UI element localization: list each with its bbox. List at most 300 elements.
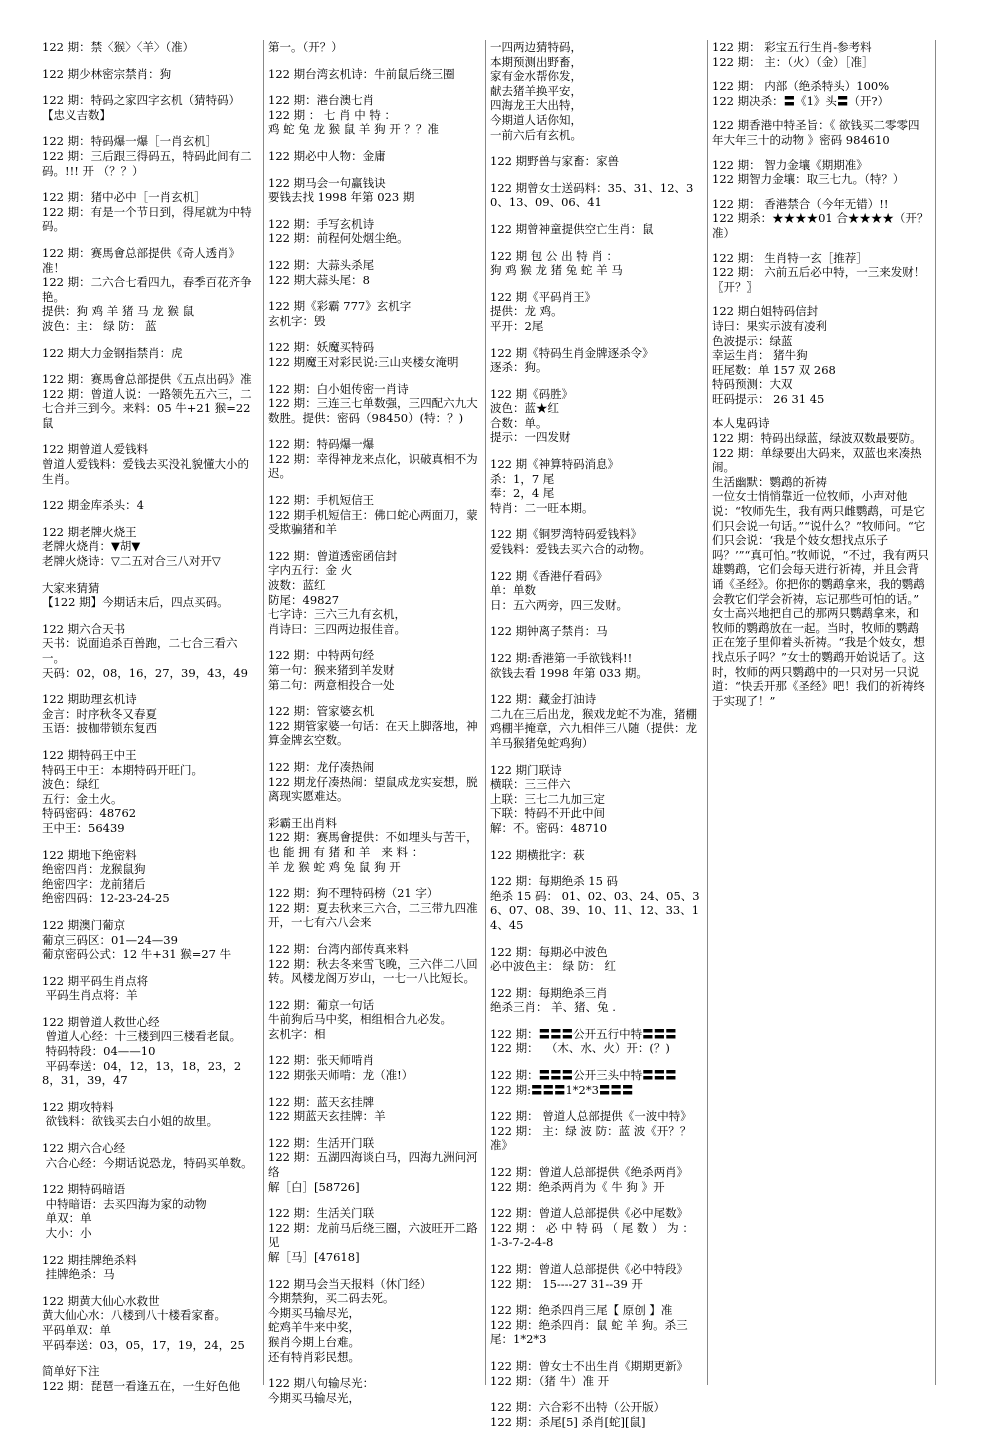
entry-block xyxy=(490,346,702,375)
entry-block xyxy=(268,648,480,692)
entry-block xyxy=(712,251,930,295)
entry-line: 老牌火烧诗：▽二五对合三八对开▽ xyxy=(42,554,221,569)
entry-line: 122 期：〓〓〓公开五行中特〓〓〓 xyxy=(490,1026,677,1041)
entry-line: 蛇鸡羊牛来中奖， xyxy=(268,1320,360,1335)
entry-block xyxy=(268,704,480,748)
entry-block xyxy=(268,1095,480,1124)
entry-line: 122 期：杀尾[5] 杀肖[蛇][鼠] xyxy=(490,1414,646,1429)
entry-line: 日：五六两旁，四三发财。 xyxy=(490,597,628,612)
column-1 xyxy=(42,40,258,1393)
entry-block xyxy=(268,1206,480,1264)
entry-line: 中特暗语：去买四海为家的动物 xyxy=(42,1196,207,1211)
entry-block xyxy=(268,1376,480,1405)
entry-block xyxy=(268,942,480,986)
column-divider-2 xyxy=(485,40,486,1385)
entry-block xyxy=(42,622,258,680)
entry-line: 122 期《香港仔看码》 xyxy=(490,568,608,583)
entry-line: 绝密四码：12-23-24-25 xyxy=(42,891,170,906)
entry-block xyxy=(42,974,258,1003)
entry-line: 122 期：特码爆一爆［一肖玄机］ xyxy=(42,134,218,149)
entry-line: 122 期少林密宗禁肖：狗 xyxy=(42,66,172,81)
entry-line: 金言：时序秋冬又春夏 xyxy=(42,706,157,721)
entry-line: 逐杀：狗。 xyxy=(490,360,548,375)
entry-line: 122 期：中特两句经 xyxy=(268,648,375,663)
entry-line: 黄大仙心水：八楼到八十楼看家畜。 xyxy=(42,1308,226,1323)
entry-line: 122 期 ： 七 肖 中 特 ： xyxy=(268,107,397,122)
entry-line: 122 期：曾道人总部提供《必中尾数》 xyxy=(490,1206,689,1221)
entry-line: 横联：三三伴六 xyxy=(490,777,571,792)
entry-block xyxy=(268,998,480,1042)
entry-block xyxy=(42,525,258,569)
entry-line: 122 期：每期绝杀 15 码 xyxy=(490,874,619,889)
entry-line: 122 期： 曾道人总部提供《一波中特》 xyxy=(490,1109,692,1124)
entry-line: 122 期特码暗语 xyxy=(42,1182,126,1197)
entry-line: 122 期曾道人爱钱料 xyxy=(42,442,149,457)
entry-block xyxy=(42,1100,258,1129)
entry-line: 四海龙王大出特， xyxy=(490,98,582,113)
entry-line: 122 期： （木、水、火）开：(？) xyxy=(490,1041,670,1056)
entry-line: 122 期： 智力金壤《期期准》 xyxy=(712,157,868,172)
entry-line: 122 期：绝杀两肖为《 牛 狗 》开 xyxy=(490,1179,665,1194)
entry-block xyxy=(42,1364,258,1393)
entry-line: 【忠义吉数】 xyxy=(42,107,111,122)
entry-line: 122 期:〓〓〓1*2*3〓〓〓 xyxy=(490,1082,634,1097)
entry-line: 鸡 蛇 兔 龙 猴 鼠 羊 狗 开 ？？准 xyxy=(268,122,439,137)
entry-block xyxy=(712,197,930,241)
entry-line: 122 期：猪中必中［一肖玄机］ xyxy=(42,190,206,205)
entry-line: 122 期 包 公 出 特 肖 ： xyxy=(490,248,619,263)
entry-line: 今期禁狗，买二码去死。 xyxy=(268,1291,395,1306)
entry-line: 122 期大力金钢指禁肖：虎 xyxy=(42,345,183,360)
entry-line: 牛前狗后马中奖，相组相合九必发。 xyxy=(268,1012,452,1027)
entry-line: 绝杀三肖： 羊、猪、兔 . xyxy=(490,1000,616,1015)
entry-line: 色波提示：绿蓝 xyxy=(712,333,793,348)
entry-block xyxy=(490,222,702,237)
entry-block xyxy=(712,416,930,708)
entry-line: 122 期：龙前马后绕三圈，六波旺开二路见 xyxy=(268,1220,478,1250)
entry-line: 提示：一四发财 xyxy=(490,430,571,445)
entry-line: 122 期横批字：萩 xyxy=(490,847,585,862)
entry-line: 提供：龙 鸡。 xyxy=(490,304,563,319)
entry-line: 122 期：大蒜头杀尾 xyxy=(268,257,375,272)
entry-line: 122 期：三连三七单数强，三四配六九大数胜。提供：密码（98450）(特：？) xyxy=(268,396,478,425)
entry-block xyxy=(42,918,258,962)
entry-block xyxy=(712,79,930,108)
entry-line: 122 期：单绿要出大码来，双蓝也来凑热闹。 xyxy=(712,445,922,475)
entry-line: 单：单数 xyxy=(490,583,536,598)
entry-line: 旺尾数：单 157 双 268 xyxy=(712,362,836,377)
entry-line: 122 期：妖魔买特码 xyxy=(268,340,375,355)
entry-block xyxy=(42,1015,258,1088)
entry-line: 玄机字：相 xyxy=(268,1026,326,1041)
entry-block xyxy=(268,93,480,137)
entry-line: 六合心经：今期话说恐龙，特码买单数。 xyxy=(42,1155,253,1170)
entry-block xyxy=(490,40,702,142)
entry-block xyxy=(268,176,480,205)
entry-line: 欲钱料：欲钱买去白小姐的故里。 xyxy=(42,1114,219,1129)
entry-block xyxy=(490,249,702,278)
entry-line: 奉：2，4 尾 xyxy=(490,486,555,501)
entry-line: 122 期:香港第一手欲钱料!! xyxy=(490,651,633,665)
entry-block xyxy=(42,498,258,513)
entry-line: 122 期：曾道人说：一路领先五六三，二七合并三到今。来料：05 牛+21 猴=22 鼠 xyxy=(42,386,255,430)
entry-line: 五行：金土火。 xyxy=(42,791,123,806)
entry-block xyxy=(490,1068,702,1097)
entry-line: 122 期： 香港禁合（今年无错）!! xyxy=(712,196,889,211)
entry-line: 122 期：白小姐传密一肖诗 xyxy=(268,381,409,396)
entry-line: 爱钱料：爱钱去买六合的动物。 xyxy=(490,542,651,557)
entry-line: 第一。（开？） xyxy=(268,40,343,54)
entry-line: 狗 鸡 猴 龙 猪 兔 蛇 羊 马 xyxy=(490,263,623,278)
entry-line: 122 期：绝杀四肖三尾【 原创 】准 xyxy=(490,1303,673,1318)
entry-line: 特码特段：04——10 xyxy=(42,1044,156,1059)
entry-line: 122 期门联诗 xyxy=(490,762,562,777)
entry-line: 122 期曾女士送码料：35、31、12、30、13、09、06、41 xyxy=(490,180,694,210)
entry-line: 必中波色主： 绿 防： 红 xyxy=(490,959,616,974)
entry-line: 曾道人心经：十三楼到四三楼看老鼠。 xyxy=(42,1029,242,1044)
entry-line: 122 期智力金壤：取三七九。（特？） xyxy=(712,172,905,187)
entry-block xyxy=(42,748,258,836)
entry-line: 122 期马会当天报料（休门经） xyxy=(268,1276,432,1291)
entry-line: 122 期：管家婆玄机 xyxy=(268,704,375,719)
entry-line: 绝杀 15 码： 01、02、03、24、05、36、07、08、39、10、11、12、33、14、45 xyxy=(490,888,700,932)
entry-line: 葡京三码区：01—24—39 xyxy=(42,932,178,947)
entry-block xyxy=(490,848,702,863)
entry-block xyxy=(42,1253,258,1282)
entry-line: 平开：2尾 xyxy=(490,318,544,333)
entry-line: 122 期魔王对彩民说:三山夹楼女淹明 xyxy=(268,354,459,369)
entry-line: 122 期《平码肖王》 xyxy=(490,289,597,304)
entry-block xyxy=(42,134,258,178)
entry-line: 122 期地下绝密料 xyxy=(42,847,137,862)
entry-line: 122 期：每期绝杀三肖 xyxy=(490,985,608,1000)
entry-block xyxy=(712,158,930,187)
entry-line: 家有金水帮你发， xyxy=(490,69,582,84)
entry-line: 一四两边猜特码， xyxy=(490,40,582,54)
entry-line: 122 期： 生肖特一玄［推荐］ xyxy=(712,250,868,265)
entry-line: 122 期：每期必中波色 xyxy=(490,944,608,959)
entry-line: 上联：三七二九加三定 xyxy=(490,791,605,806)
entry-block xyxy=(268,149,480,164)
entry-line: 122 期：赛馬會总部提供《五点出码》准 xyxy=(42,372,252,387)
entry-block xyxy=(490,986,702,1015)
entry-block xyxy=(42,1294,258,1352)
entry-line: 122 期香港中特圣旨：《 欲钱买二零零四年大年三十的动物 》密码 984610 xyxy=(712,118,920,147)
entry-block xyxy=(42,848,258,906)
entry-block xyxy=(268,816,480,874)
entry-line: 合数：单。 xyxy=(490,415,548,430)
entry-line: 122 期：曾女士不出生肖《期期更新》 xyxy=(490,1358,689,1373)
entry-line: 122 期杀：★★★★01 合★★★★（开？准） xyxy=(712,211,929,240)
entry-line: 122 期：生活开门联 xyxy=(268,1135,375,1150)
entry-line: 绝密四字：龙前猪后 xyxy=(42,876,146,891)
entry-line: 曾道人爱钱料：爱钱去买没礼貌懂大小的生肖。 xyxy=(42,457,249,486)
column-2 xyxy=(268,40,480,1405)
entry-line: 122 期：台湾内部传真来料 xyxy=(268,941,409,956)
entry-line: 一前六后有玄机。 xyxy=(490,127,582,142)
entry-line: 122 期： 内部（绝杀特头）100% xyxy=(712,79,890,94)
entry-block xyxy=(712,304,930,406)
entry-line: 122 期：张天师啃肖 xyxy=(268,1053,375,1068)
entry-line: 今期买马输尽光， xyxy=(268,1305,360,1320)
entry-line: 122 期：葡京一句话 xyxy=(268,997,375,1012)
entry-block xyxy=(42,372,258,430)
entry-block xyxy=(268,886,480,930)
entry-block xyxy=(42,442,258,486)
entry-block xyxy=(268,340,480,369)
entry-line: 彩霸王出肖料 xyxy=(268,815,337,830)
entry-line: 幸运生肖： 猪牛狗 xyxy=(712,348,808,363)
entry-line: 122 期：五湖四海谈白马，四海九洲问河络 xyxy=(268,1150,478,1180)
entry-block xyxy=(42,1141,258,1170)
entry-block xyxy=(490,1262,702,1291)
entry-line: 献去猪羊换平安， xyxy=(490,83,582,98)
entry-line: 122 期野兽与家畜：家兽 xyxy=(490,154,620,169)
entry-line: 简单好下注 xyxy=(42,1364,100,1379)
entry-line: 要钱去找 1998 年第 023 期 xyxy=(268,190,415,205)
entry-line: 解：不。密码：48710 xyxy=(490,820,608,835)
entry-line: 122 期金库杀头：4 xyxy=(42,498,144,513)
entry-line: 122 期：绝杀四肖：鼠 蛇 羊 狗。杀三尾：1*2*3 xyxy=(490,1317,688,1347)
entry-block xyxy=(268,493,480,537)
entry-line: 122 期：手机短信王 xyxy=(268,493,375,508)
entry-line: 大家来猜猜 xyxy=(42,580,100,595)
entry-line: 122 期《神算特码消息》 xyxy=(490,457,620,472)
entry-line: 122 期大蒜头尾：8 xyxy=(268,272,370,287)
entry-line: 122 期龙仔凑热闹：望鼠成龙实妄想，脱离现实愿难达。 xyxy=(268,774,478,804)
entry-block xyxy=(712,40,930,69)
entry-line: 122 期：六合彩不出特（公开版） xyxy=(490,1400,666,1415)
entry-block xyxy=(268,299,480,328)
entry-block xyxy=(490,945,702,974)
entry-line: 王中王：56439 xyxy=(42,820,125,835)
entry-line: 特码王中王：本期特码开旺门。 xyxy=(42,762,203,777)
entry-line: 122 期：生活关门联 xyxy=(268,1206,375,1221)
entry-line: 单双：单 xyxy=(42,1211,92,1226)
entry-line: 122 期白姐特码信封 xyxy=(712,304,819,319)
entry-line: 平码奉送：04，12，13，18，23，28，31，39，47 xyxy=(42,1058,242,1088)
entry-line: 122 期《铜罗湾特码爱钱料》 xyxy=(490,527,643,542)
entry-block xyxy=(268,437,480,481)
entry-line: 122 期：前程何处烟尘绝。 xyxy=(268,231,409,246)
entry-line: 今期道人话你知， xyxy=(490,112,582,127)
entry-line: 122 期：狗不理特码榜（21 字） xyxy=(268,886,439,901)
entry-line: 波色：绿红 xyxy=(42,777,100,792)
entry-line: 122 期：赛馬會总部提供《奇人透肖》准！ xyxy=(42,245,241,275)
entry-block xyxy=(268,40,480,55)
entry-line: 122 期：有是一个节日到，得尾就为中特码。 xyxy=(42,204,252,234)
entry-block xyxy=(490,527,702,556)
entry-line: 122 期台湾玄机诗：牛前鼠后绕三圈 xyxy=(268,66,455,81)
entry-line: 122 期管家婆一句话：在天上脚落地，神算金牌玄空数。 xyxy=(268,718,478,748)
entry-line: 122 期：〓〓〓公开三头中特〓〓〓 xyxy=(490,1068,677,1083)
entry-block xyxy=(268,1136,480,1194)
entry-line: 生活幽默：鹦鹉的祈祷 xyxy=(712,474,827,489)
entry-block xyxy=(268,760,480,804)
entry-line: 旺码提示： 26 31 45 xyxy=(712,391,825,406)
entry-block xyxy=(42,346,258,361)
entry-line: 122 期： 六前五后必中特，一三来发财！〖开？〗 xyxy=(712,265,926,294)
entry-line: 122 期六合天书 xyxy=(42,621,126,636)
entry-line: 122 期：手写玄机诗 xyxy=(268,216,375,231)
entry-block xyxy=(490,387,702,445)
entry-line: 122 期：二六合七看四九，春季百花齐争艳。 xyxy=(42,275,252,304)
entry-line: 122 期平码生肖点将 xyxy=(42,973,149,988)
entry-block xyxy=(490,457,702,515)
entry-line: 特码密码：48762 xyxy=(42,806,137,821)
entry-line: 第一句：猴来猪到羊发财 xyxy=(268,663,395,677)
entry-block xyxy=(490,290,702,334)
entry-line: 122 期特码王中王 xyxy=(42,747,137,762)
entry-line: 玄机字：毁 xyxy=(268,313,326,328)
entry-line: 122 期钟离子禁肖：马 xyxy=(490,624,608,639)
entry-line: 122 期《彩霸 777》玄机字 xyxy=(268,299,412,314)
entry-block xyxy=(42,40,258,55)
entry-line: 平码奉送：03，05，17，19，24，25 xyxy=(42,1337,245,1352)
entry-line: 122 期：特码之家四字玄机（猜特码） xyxy=(42,93,241,108)
entry-line: 玉语：披枷带锁东复西 xyxy=(42,721,157,736)
entry-line: 122 期：港台澳七肖 xyxy=(268,93,375,108)
entry-line: 122 期挂牌绝杀料 xyxy=(42,1252,137,1267)
entry-block xyxy=(490,624,702,639)
entry-line: 122 期：赛馬會提供：不如埋头与苦干，也 能 拥 有 猪 和 羊 来 料 ： xyxy=(268,830,478,859)
entry-block xyxy=(490,1303,702,1347)
entry-line: 122 期： 主：绿 波 防：蓝 波《开？？准》 xyxy=(490,1123,692,1153)
entry-line: 122 期《码胜》 xyxy=(490,386,574,401)
entry-line: 本期预测出野畜， xyxy=(490,54,582,69)
entry-line: 平码生肖点将：羊 xyxy=(42,988,138,1003)
entry-block xyxy=(42,692,258,736)
entry-block xyxy=(268,217,480,246)
entry-line: 一位女士悄悄靠近一位牧师，小声对他说：“牧师先生，我有两只雌鹦鹉，可是它们只会说一句话。”“说什么？”牧师问。“它们只会说：‘我是个妓女想找点乐子吗？’”“真可怕。”牧师说，“不过，我有两只雄鹦鹉，它们会每天进行祈祷，并且会背诵《圣经》。你把你的鹦鹉拿来，我的鹦鹉会教它们学会祈祷，忘记那些可怕的话。” 女士高兴地把自己的那两只鹦鹉拿来，和牧师的鹦鹉放在一起。当时，牧师的鹦鹉正在笼子里仰着头祈祷。“我是个妓女，想找点乐子吗？”女士的鹦鹉开始说话了。这时，牧师的两只鹦鹉中的一只对另一只说道：“快丢开那《圣经》吧！我们的祈祷终于实现了！” xyxy=(712,489,929,708)
entry-block xyxy=(268,1277,480,1365)
entry-line: 天码：02，08，16，27，39，43，49 xyxy=(42,665,248,680)
entry-line: 第二句：两意相投合一处 xyxy=(268,677,395,692)
entry-line: 122 期马会一句赢钱诀 xyxy=(268,175,386,190)
entry-line: 特码预测：大双 xyxy=(712,377,793,392)
entry-line: 本人鬼码诗 xyxy=(712,416,770,431)
entry-line: 二九在三后出龙，猴戏龙蛇不为准，猪棚鸡棚半掩章，六九相伴三八随（提供：龙羊马猴猪兔蛇鸡狗） xyxy=(490,706,697,750)
entry-block xyxy=(268,67,480,82)
entry-line: 122 期老牌火烧王 xyxy=(42,524,137,539)
entry-line: 欲钱去看 1998 年第 033 期。 xyxy=(490,665,648,680)
entry-line: 绝密四肖：龙猴鼠狗 xyxy=(42,862,146,877)
entry-line: 122 期：夏去秋来三六合，二三带九四准开，一七有六八会来 xyxy=(268,900,478,930)
entry-line: 杀：1，7 尾 xyxy=(490,471,555,486)
entry-line: 【122 期】今期话末后，四点买码。 xyxy=(42,595,229,610)
entry-block xyxy=(490,651,702,680)
entry-line: 下联：特码不开此中间 xyxy=(490,806,605,821)
entry-line: 122 期曾道人救世心经 xyxy=(42,1014,160,1029)
entry-line: 122 期攻特料 xyxy=(42,1099,114,1114)
entry-block xyxy=(268,258,480,287)
entry-block xyxy=(490,1359,702,1388)
entry-line: 老牌火烧肖：▼胡▼ xyxy=(42,539,141,554)
entry-line: 122 期决杀：〓《1》头〓（开?） xyxy=(712,93,890,108)
entry-line: 平码单双：单 xyxy=(42,1322,111,1337)
entry-line: 122 期：藏金打油诗 xyxy=(490,692,597,707)
column-4 xyxy=(712,40,930,1383)
entry-line: 122 期六合心经 xyxy=(42,1141,126,1156)
column-divider-4 xyxy=(935,40,936,1385)
entry-block xyxy=(490,1400,702,1429)
entry-block xyxy=(42,93,258,122)
entry-block xyxy=(268,549,480,637)
entry-line: 特肖：二一旺本期。 xyxy=(490,500,594,515)
entry-line: 波色：蓝★红 xyxy=(490,401,559,416)
entry-block xyxy=(268,1053,480,1082)
entry-line: 122 期助理玄机诗 xyxy=(42,692,137,707)
entry-line: 葡京密码公式：12 牛+31 猴=27 牛 xyxy=(42,947,232,962)
column-divider-1 xyxy=(263,40,264,1385)
entry-line: 122 期蓝天玄挂牌：羊 xyxy=(268,1109,386,1124)
entry-line: 122 期手机短信王：佛口蛇心两面刀，蒙受欺骗猪和羊 xyxy=(268,507,478,537)
entry-block xyxy=(490,1206,702,1250)
entry-line: 天书：说面追杀百兽跑，二七合三看六一。 xyxy=(42,636,238,665)
entry-line: 诗曰：果实示波有凌利 xyxy=(712,318,827,333)
entry-line: 羊 龙 猴 蛇 鸡 兔 鼠 狗 开 xyxy=(268,859,401,874)
entry-line: 七字诗：三六三九有玄机， xyxy=(268,607,406,622)
entry-line: 122 期：蓝天玄挂牌 xyxy=(268,1094,375,1109)
entry-line: 防尾：49827 xyxy=(268,592,340,607)
entry-line: 解［白］[58726] xyxy=(268,1179,360,1194)
entry-line: 猴肖今期上台难。 xyxy=(268,1334,360,1349)
entry-block xyxy=(42,1182,258,1240)
entry-line: 挂牌绝杀：马 xyxy=(42,1267,115,1282)
entry-line: 122 期：特码出绿蓝，绿波双数最要防。 xyxy=(712,431,922,446)
entry-block xyxy=(490,763,702,836)
entry-line: 122 期：特码爆一爆 xyxy=(268,437,375,452)
entry-block xyxy=(490,1027,702,1056)
entry-line: 122 期：三后跟三得码五，特码此间有二码。!!! 开 （？？） xyxy=(42,148,252,178)
entry-block xyxy=(490,1165,702,1194)
entry-block xyxy=(490,692,702,750)
entry-line: 122 期：（猪 牛）准 开 xyxy=(490,1373,610,1388)
entry-block xyxy=(712,118,930,147)
entry-line: 122 期曾神童提供空亡生肖：鼠 xyxy=(490,221,654,236)
entry-line: 122 期澳门葡京 xyxy=(42,917,126,932)
entry-line: 大小：小 xyxy=(42,1226,92,1240)
entry-block xyxy=(42,190,258,234)
entry-line: 肖诗曰：三四两边报佳音。 xyxy=(268,621,406,636)
entry-block xyxy=(268,382,480,426)
entry-block xyxy=(490,1109,702,1153)
entry-line: 122 期：秋去冬来雪飞晚，三六伴二八回转。风楼龙阁万岁山，一七一八比短长。 xyxy=(268,956,478,986)
entry-line: 122 期：曾道透密函信封 xyxy=(268,548,398,563)
entry-line: 还有特肖彩民想。 xyxy=(268,1349,360,1364)
entry-line: 122 期： 15----27 31--39 开 xyxy=(490,1276,643,1291)
entry-line: 波色：主： 绿 防： 蓝 xyxy=(42,318,157,333)
entry-line: 解［马］[47618] xyxy=(268,1250,360,1264)
entry-line: 122 期黄大仙心水救世 xyxy=(42,1293,160,1308)
entry-line: 122 期张天师啃：龙（准!） xyxy=(268,1068,414,1083)
entry-block xyxy=(42,581,258,610)
entry-line: 122 期：曾道人总部提供《必中特段》 xyxy=(490,1262,689,1276)
entry-line: 122 期： 彩宝五行生肖-参考料 xyxy=(712,40,872,54)
entry-line: 1-3-7-2-4-8 xyxy=(490,1235,554,1250)
entry-block xyxy=(490,874,702,932)
entry-block xyxy=(42,67,258,82)
entry-block xyxy=(42,246,258,334)
entry-line: 122 期：琵琶一看逢五在，一生好色他 xyxy=(42,1378,241,1393)
entry-line: 提供：狗 鸡 羊 猪 马 龙 猴 鼠 xyxy=(42,304,195,319)
entry-line: 波数：蓝红 xyxy=(268,578,326,593)
entry-block xyxy=(490,181,702,210)
entry-line: 122 期 ： 必 中 特 码 （ 尾 数 ） 为 ： xyxy=(490,1220,694,1235)
entry-block xyxy=(490,154,702,169)
entry-line: 122 期：禁〈猴〉〈羊〉（准） xyxy=(42,40,195,54)
column-divider-3 xyxy=(707,40,708,1385)
